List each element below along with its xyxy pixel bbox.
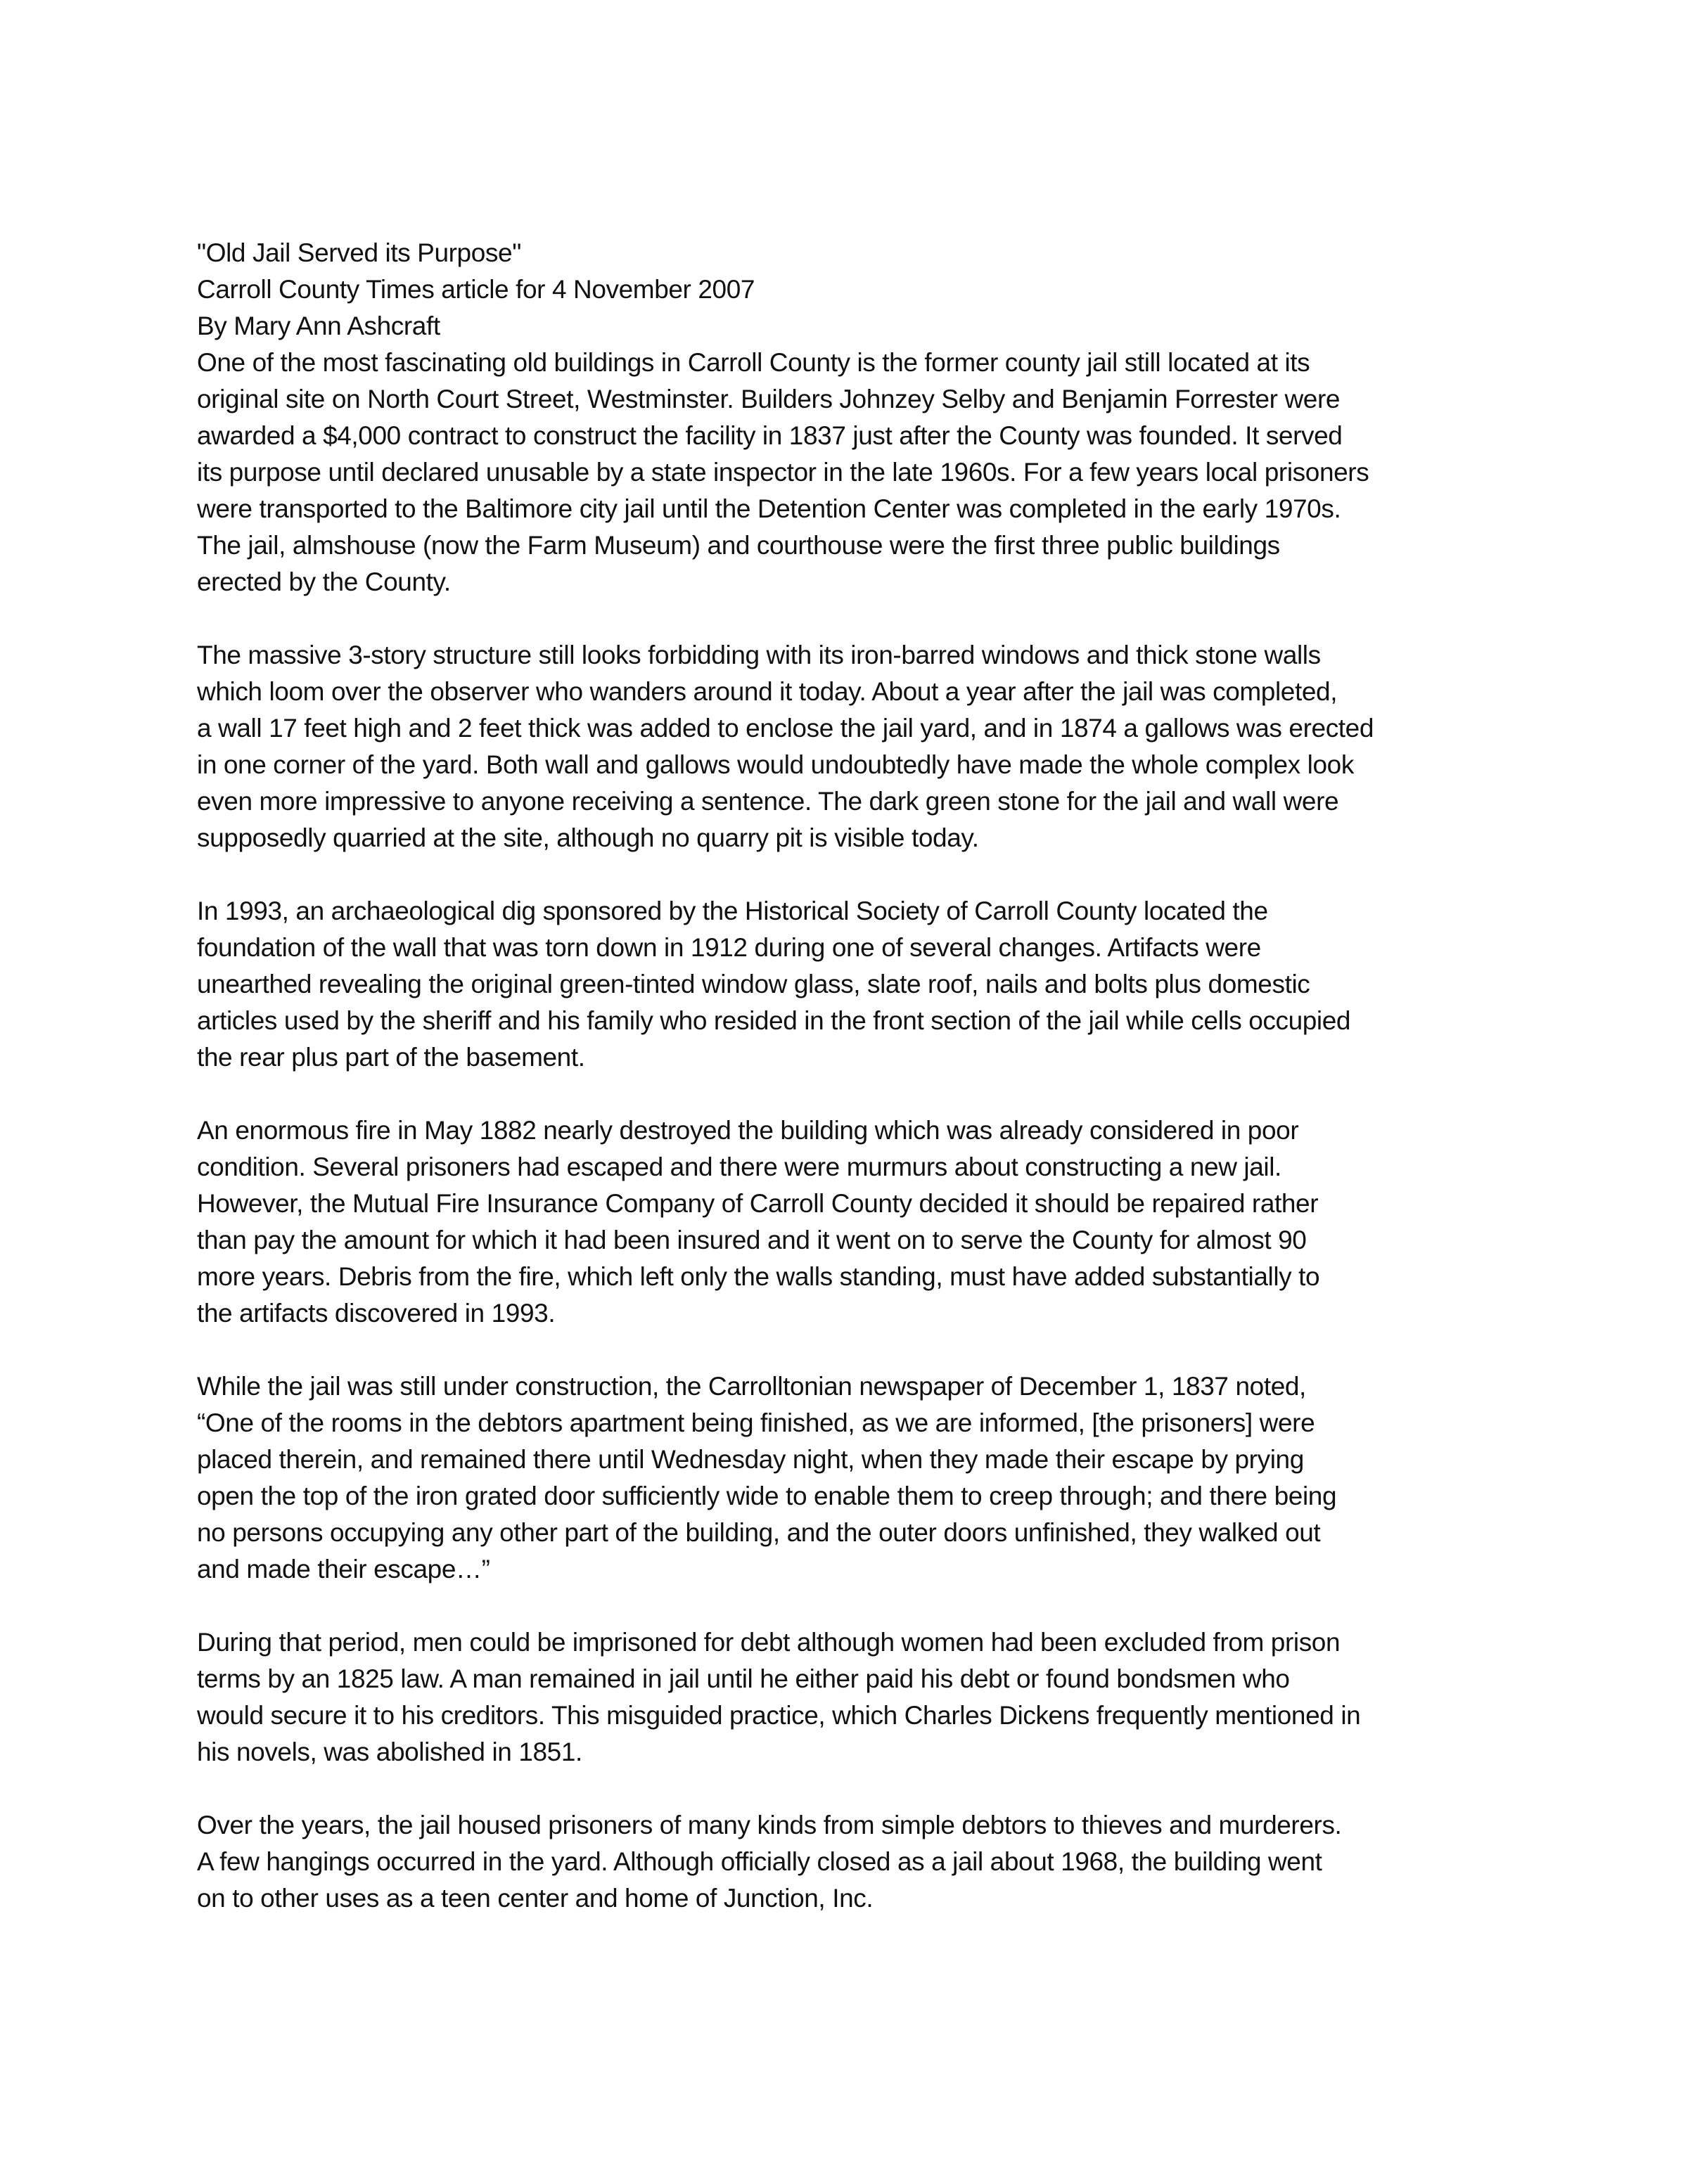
article-body — [197, 345, 1533, 1917]
text-line: terms by an 1825 law. A man remained in jail until he either paid his debt or found bondsmen who — [197, 1664, 1290, 1693]
text-line: The massive 3-story structure still looks forbidding with its iron-barred windows and thick stone walls — [197, 641, 1321, 669]
text-line: in one corner of the yard. Both wall and gallows would undoubtedly have made the whole complex look — [197, 750, 1354, 779]
text-line: An enormous fire in May 1882 nearly destroyed the building which was already considered in poor — [197, 1116, 1299, 1145]
text-line: placed therein, and remained there until Wednesday night, when they made their escape by prying — [197, 1445, 1304, 1474]
paragraph — [197, 637, 1533, 856]
text-line: During that period, men could be imprisoned for debt although women had been excluded from prison — [197, 1628, 1341, 1657]
text-line: a wall 17 feet high and 2 feet thick was added to enclose the jail yard, and in 1874 a gallows was erected — [197, 714, 1374, 743]
article-title: "Old Jail Served its Purpose" — [197, 238, 521, 267]
text-line: In 1993, an archaeological dig sponsored by the Historical Society of Carroll County located the — [197, 897, 1268, 925]
text-line: However, the Mutual Fire Insurance Company of Carroll County decided it should be repaired rather — [197, 1189, 1319, 1218]
text-line: than pay the amount for which it had been insured and it went on to serve the County for almost 90 — [197, 1226, 1307, 1254]
text-line: and made their escape…” — [197, 1555, 490, 1584]
text-line: foundation of the wall that was torn down in 1912 during one of several changes. Artifacts were — [197, 933, 1261, 962]
text-line: his novels, was abolished in 1851. — [197, 1737, 582, 1766]
text-line: Over the years, the jail housed prisoners of many kinds from simple debtors to thieves and murderers. — [197, 1811, 1342, 1839]
paragraph — [197, 893, 1533, 1076]
text-line: “One of the rooms in the debtors apartment being finished, as we are informed, [the prisoners] were — [197, 1408, 1315, 1437]
paragraph — [197, 1112, 1533, 1332]
text-line: would secure it to his creditors. This misguided practice, which Charles Dickens frequently mentioned in — [197, 1701, 1361, 1730]
text-line: A few hangings occurred in the yard. Although officially closed as a jail about 1968, the building went — [197, 1847, 1322, 1876]
text-line: condition. Several prisoners had escaped and there were murmurs about constructing a new jail. — [197, 1152, 1281, 1181]
text-line: The jail, almshouse (now the Farm Museum) and courthouse were the first three public buildings — [197, 531, 1280, 560]
text-line: more years. Debris from the fire, which left only the walls standing, must have added substantially to — [197, 1262, 1320, 1291]
text-line: original site on North Court Street, Westminster. Builders Johnzey Selby and Benjamin Forrester were — [197, 385, 1341, 413]
paragraph — [197, 1624, 1533, 1771]
text-line: even more impressive to anyone receiving a sentence. The dark green stone for the jail and wall were — [197, 787, 1339, 816]
text-line: on to other uses as a teen center and home of Junction, Inc. — [197, 1884, 874, 1913]
text-line: the rear plus part of the basement. — [197, 1043, 585, 1072]
paragraph — [197, 1368, 1533, 1588]
text-line: open the top of the iron grated door sufficiently wide to enable them to creep through; and there being — [197, 1482, 1337, 1510]
paragraph — [197, 345, 1533, 600]
text-line: which loom over the observer who wanders around it today. About a year after the jail was completed, — [197, 677, 1338, 706]
text-line: articles used by the sheriff and his family who resided in the front section of the jail while cells occupied — [197, 1006, 1351, 1035]
text-line: One of the most fascinating old buildings in Carroll County is the former county jail still located at its — [197, 348, 1310, 377]
paragraph — [197, 1807, 1533, 1917]
document-page — [197, 235, 1533, 1953]
publication-line: Carroll County Times article for 4 November 2007 — [197, 275, 755, 304]
text-line: unearthed revealing the original green-tinted window glass, slate roof, nails and bolts plus domestic — [197, 970, 1310, 998]
text-line: While the jail was still under construction, the Carrolltonian newspaper of December 1, 1837 noted, — [197, 1372, 1306, 1401]
text-line: the artifacts discovered in 1993. — [197, 1299, 556, 1328]
text-line: supposedly quarried at the site, although no quarry pit is visible today. — [197, 823, 979, 852]
text-line: erected by the County. — [197, 567, 451, 596]
text-line: were transported to the Baltimore city jail until the Detention Center was completed in the early 1970s. — [197, 494, 1341, 523]
article-header — [197, 235, 1533, 345]
text-line: no persons occupying any other part of the building, and the outer doors unfinished, they walked out — [197, 1518, 1321, 1547]
text-line: its purpose until declared unusable by a state inspector in the late 1960s. For a few years local prisoners — [197, 458, 1369, 487]
byline: By Mary Ann Ashcraft — [197, 311, 440, 340]
text-line: awarded a $4,000 contract to construct the facility in 1837 just after the County was founded. It served — [197, 421, 1343, 450]
